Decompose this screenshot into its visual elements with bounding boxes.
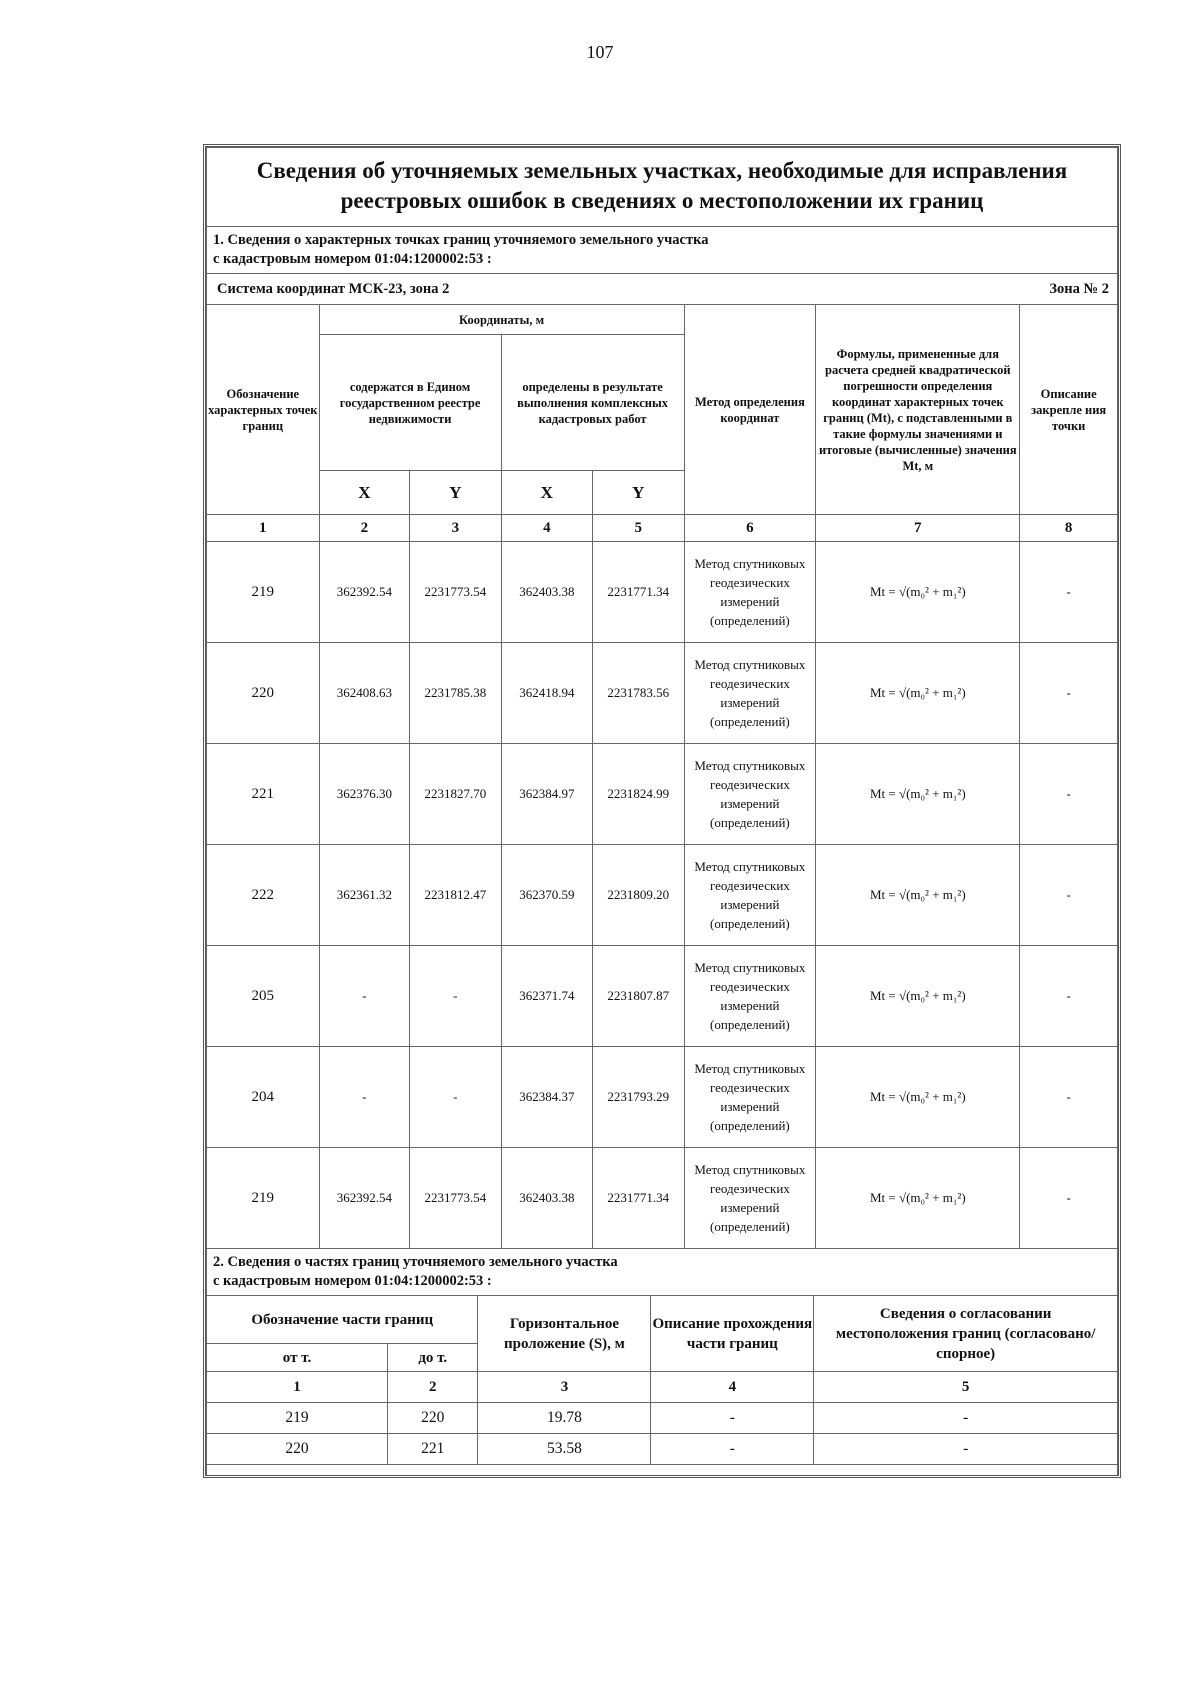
point-id: 204 xyxy=(207,1047,320,1148)
col-number: 7 xyxy=(816,515,1020,542)
egrn-y: 2231827.70 xyxy=(410,744,501,845)
document-title xyxy=(207,148,1118,227)
col-number: 5 xyxy=(814,1372,1118,1403)
cadastral-y: 2231771.34 xyxy=(593,1148,684,1249)
description-cell: - xyxy=(1020,542,1118,643)
cadastral-y: 2231793.29 xyxy=(593,1047,684,1148)
description-cell: - xyxy=(1020,1047,1118,1148)
method-cell: Метод спутниковых геодезических измерений (определений) xyxy=(684,1047,816,1148)
title-line-1: Сведения об уточняемых земельных участках, необходимые для исправления xyxy=(256,158,1068,183)
method-cell: Метод спутниковых геодезических измерений (определений) xyxy=(684,744,816,845)
cadastral-x: 362384.97 xyxy=(501,744,592,845)
parts-table xyxy=(206,1295,1118,1475)
cadastral-x: 362418.94 xyxy=(501,643,592,744)
part-agreement: - xyxy=(814,1434,1118,1465)
table-row xyxy=(207,1148,1118,1249)
method-cell: Метод спутниковых геодезических измерений (определений) xyxy=(684,1148,816,1249)
col-number: 2 xyxy=(319,515,409,542)
egrn-y: - xyxy=(410,1047,501,1148)
cadastral-y: 2231807.87 xyxy=(593,946,684,1047)
header-x1: X xyxy=(319,471,409,515)
part-passage: - xyxy=(651,1403,814,1434)
description-cell: - xyxy=(1020,946,1118,1047)
egrn-x: 362361.32 xyxy=(319,845,409,946)
egrn-y: 2231812.47 xyxy=(410,845,501,946)
egrn-y: 2231773.54 xyxy=(410,1148,501,1249)
formula-cell: Mt = √(m₀² + m₁²) xyxy=(816,1047,1020,1148)
cadastral-y: 2231771.34 xyxy=(593,542,684,643)
col-number: 4 xyxy=(651,1372,814,1403)
header-to: до т. xyxy=(387,1344,477,1372)
cadastral-x: 362403.38 xyxy=(501,1148,592,1249)
header-y2: Y xyxy=(593,471,684,515)
section1-line-2: с кадастровым номером 01:04:1200002:53 : xyxy=(213,251,492,267)
method-cell: Метод спутниковых геодезических измерений (определений) xyxy=(684,643,816,744)
col-number: 1 xyxy=(207,515,320,542)
formula-cell: Mt = √(m₀² + m₁²) xyxy=(816,845,1020,946)
col-number: 4 xyxy=(501,515,592,542)
egrn-x: 362408.63 xyxy=(319,643,409,744)
point-id: 222 xyxy=(207,845,320,946)
egrn-x: 362392.54 xyxy=(319,1148,409,1249)
header-x2: X xyxy=(501,471,592,515)
header-cadastral: определены в результате выполнения комплексных кадастровых работ xyxy=(501,335,684,471)
table-row xyxy=(207,542,1118,643)
egrn-y: - xyxy=(410,946,501,1047)
col-number: 3 xyxy=(410,515,501,542)
header-y1: Y xyxy=(410,471,501,515)
formula-cell: Mt = √(m₀² + m₁²) xyxy=(816,744,1020,845)
point-id: 220 xyxy=(207,643,320,744)
table-row xyxy=(207,845,1118,946)
table-row xyxy=(207,1403,1118,1434)
egrn-x: 362392.54 xyxy=(319,542,409,643)
header-from: от т. xyxy=(207,1344,388,1372)
point-id: 221 xyxy=(207,744,320,845)
zone-label: Зона № 2 xyxy=(684,274,1117,305)
formula-cell: Mt = √(m₀² + m₁²) xyxy=(816,542,1020,643)
points-table xyxy=(206,147,1118,1296)
header-agreement: Сведения о согласовании местоположения границ (согласовано/спорное) xyxy=(814,1296,1118,1372)
header-point-designation: Обозначение характерных точек границ xyxy=(207,305,320,515)
part-to: 220 xyxy=(387,1403,477,1434)
header-description: Описание закрепле ния точки xyxy=(1020,305,1118,515)
table-row xyxy=(207,1434,1118,1465)
part-from: 219 xyxy=(207,1403,388,1434)
description-cell: - xyxy=(1020,744,1118,845)
cadastral-y: 2231824.99 xyxy=(593,744,684,845)
point-id: 219 xyxy=(207,1148,320,1249)
part-passage: - xyxy=(651,1434,814,1465)
egrn-x: - xyxy=(319,1047,409,1148)
method-cell: Метод спутниковых геодезических измерений (определений) xyxy=(684,946,816,1047)
point-id: 219 xyxy=(207,542,320,643)
header-coordinates: Координаты, м xyxy=(319,305,684,335)
section1-line-1: 1. Сведения о характерных точках границ уточняемого земельного участка xyxy=(213,232,709,248)
table-row xyxy=(207,1047,1118,1148)
col-number: 1 xyxy=(207,1372,388,1403)
egrn-x: 362376.30 xyxy=(319,744,409,845)
section2-heading xyxy=(207,1249,1118,1296)
section2-line-1: 2. Сведения о частях границ уточняемого земельного участка xyxy=(213,1254,618,1270)
method-cell: Метод спутниковых геодезических измерений (определений) xyxy=(684,542,816,643)
coord-system: Система координат МСК-23, зона 2 xyxy=(207,274,685,305)
part-agreement: - xyxy=(814,1403,1118,1434)
title-line-2: реестровых ошибок в сведениях о местоположении их границ xyxy=(340,188,984,213)
part-to: 221 xyxy=(387,1434,477,1465)
cadastral-y: 2231783.56 xyxy=(593,643,684,744)
header-horizontal: Горизонтальное проложение (S), м xyxy=(478,1296,651,1372)
section1-heading xyxy=(207,227,1118,274)
header-egrn: содержатся в Едином государственном реестре недвижимости xyxy=(319,335,501,471)
point-id: 205 xyxy=(207,946,320,1047)
part-from: 220 xyxy=(207,1434,388,1465)
egrn-y: 2231773.54 xyxy=(410,542,501,643)
cadastral-x: 362370.59 xyxy=(501,845,592,946)
description-cell: - xyxy=(1020,845,1118,946)
col-number: 2 xyxy=(387,1372,477,1403)
formula-cell: Mt = √(m₀² + m₁²) xyxy=(816,1148,1020,1249)
col-number: 6 xyxy=(684,515,816,542)
method-cell: Метод спутниковых геодезических измерений (определений) xyxy=(684,845,816,946)
part-horizontal: 19.78 xyxy=(478,1403,651,1434)
page-number: 107 xyxy=(586,42,614,62)
egrn-x: - xyxy=(319,946,409,1047)
document-frame xyxy=(203,144,1121,1478)
column-numbers-row xyxy=(207,1372,1118,1403)
header-method: Метод определения координат xyxy=(684,305,816,515)
table-bottom-spacer xyxy=(207,1465,1118,1475)
description-cell: - xyxy=(1020,1148,1118,1249)
header-formulas: Формулы, примененные для расчета средней квадратической погрешности определения координат характерных точек границ (Mt), с подставленными в такие формулы значениями и итоговые (вычисленные) значения Mt, м xyxy=(816,305,1020,515)
table-row xyxy=(207,643,1118,744)
cadastral-x: 362384.37 xyxy=(501,1047,592,1148)
header-passage: Описание прохождения части границ xyxy=(651,1296,814,1372)
section2-line-2: с кадастровым номером 01:04:1200002:53 : xyxy=(213,1273,492,1289)
part-horizontal: 53.58 xyxy=(478,1434,651,1465)
column-numbers-row xyxy=(207,515,1118,542)
formula-cell: Mt = √(m₀² + m₁²) xyxy=(816,946,1020,1047)
col-number: 3 xyxy=(478,1372,651,1403)
table-row xyxy=(207,744,1118,845)
description-cell: - xyxy=(1020,643,1118,744)
cadastral-x: 362403.38 xyxy=(501,542,592,643)
col-number: 5 xyxy=(593,515,684,542)
header-part-designation: Обозначение части границ xyxy=(207,1296,478,1344)
col-number: 8 xyxy=(1020,515,1118,542)
cadastral-x: 362371.74 xyxy=(501,946,592,1047)
egrn-y: 2231785.38 xyxy=(410,643,501,744)
table-row xyxy=(207,946,1118,1047)
cadastral-y: 2231809.20 xyxy=(593,845,684,946)
formula-cell: Mt = √(m₀² + m₁²) xyxy=(816,643,1020,744)
